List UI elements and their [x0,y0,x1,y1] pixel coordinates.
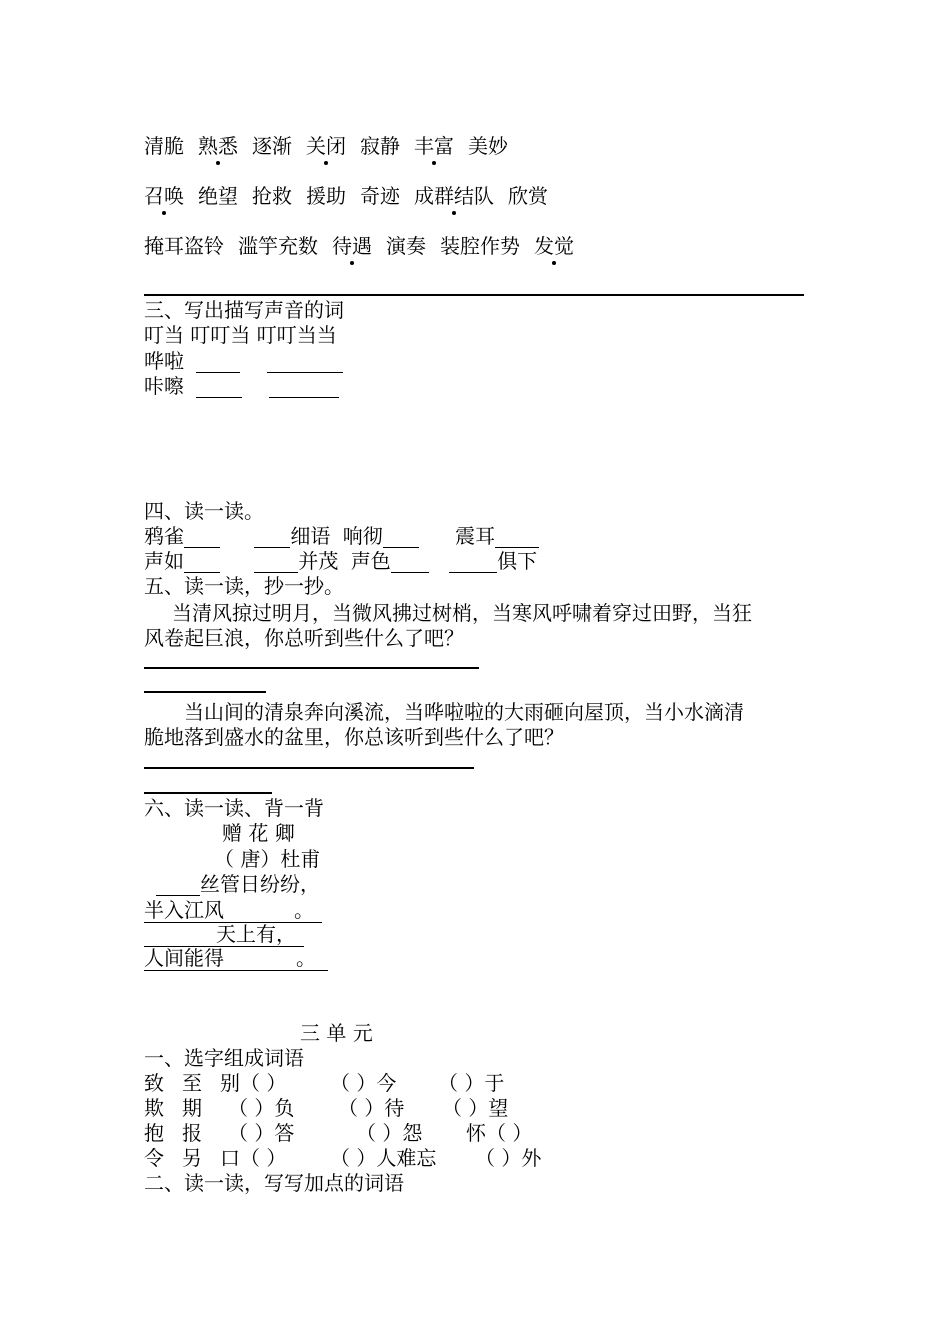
section6-title: 六、读一读、背一背 [144,796,324,820]
poem-text: 人间能得 [144,946,224,970]
vocab-word-dotted: 待遇 [332,234,372,258]
fill-item[interactable]: （ ）待 [338,1096,405,1120]
poem-line-1 [156,872,320,896]
vocab-word-dotted: 成群结队 [414,184,494,208]
vocab-word-dotted: 丰富 [414,134,454,158]
vocab-row-3 [144,234,588,258]
fill-item[interactable]: （ ）于 [438,1071,505,1095]
idiom-part: 响彻 [342,524,383,548]
vocab-word: 掩耳盗铃 [144,234,224,258]
unit-heading: 三 单 元 [300,1021,373,1045]
fill-item[interactable]: （ ）外 [475,1146,542,1170]
copy-line[interactable] [144,792,272,794]
answer-blank[interactable] [156,877,200,896]
section4-title: 四、读一读。 [144,499,264,523]
vocab-word: 欣赏 [508,184,548,208]
vocab-word: 援助 [306,184,346,208]
vocab-word-dotted: 召唤 [144,184,184,208]
poem-text: 。 [294,898,314,922]
fill-item[interactable]: 口（ ） [220,1146,287,1170]
vocab-word-dotted: 关闭 [306,134,346,158]
fill-item[interactable]: 怀（ ） [466,1121,533,1145]
char-option: 期 [182,1096,202,1120]
idiom-part: 声色 [350,549,391,573]
answer-blank[interactable] [391,554,429,573]
char-option: 致 [144,1071,164,1095]
section-divider [144,294,804,296]
fill-item[interactable]: （ ）今 [330,1071,397,1095]
poem-line-3 [144,922,304,947]
fill-item[interactable]: （ ）怨 [356,1121,423,1145]
answer-blank[interactable] [383,529,419,548]
idiom-part: 细语 [290,524,331,548]
word-choice-row-4 [144,1146,541,1170]
sound-word: 咔嚓 [144,374,184,398]
vocab-word: 美妙 [468,134,508,158]
answer-blank[interactable] [269,379,339,398]
poem-line-4 [144,946,328,971]
unit3-section2-title: 二、读一读，写写加点的词语 [144,1171,404,1195]
char-option: 抱 [144,1121,164,1145]
idiom-part: 震耳 [455,524,496,548]
answer-blank[interactable] [254,529,290,548]
char-option: 令 [144,1146,164,1170]
passage-2-line-1: 当山间的清泉奔向溪流，当哗啦啦的大雨砸向屋顶，当小水滴清 [184,700,744,724]
poem-title: 赠 花 卿 [222,821,295,845]
poem-author: （ 唐）杜甫 [214,847,321,871]
vocab-row-2 [144,184,562,208]
poem-text: 。 [296,946,316,970]
vocab-word: 清脆 [144,134,184,158]
char-option: 至 [182,1071,202,1095]
fill-item[interactable]: 别（ ） [220,1071,287,1095]
word-choice-row-3 [144,1121,532,1145]
vocab-row-1 [144,134,522,158]
answer-blank[interactable] [184,554,220,573]
answer-blank[interactable] [254,554,298,573]
answer-blank[interactable] [449,554,497,573]
sound-word: 哗啦 [144,349,184,373]
idiom-part: 声如 [144,549,184,573]
vocab-word: 演奏 [386,234,426,258]
word-choice-row-1 [144,1071,504,1095]
fill-item[interactable]: （ ）负 [228,1096,295,1120]
char-option: 报 [182,1121,202,1145]
section4-row-2 [144,549,537,573]
section3-example: 叮当 叮叮当 叮叮当当 [144,323,337,347]
idiom-part: 并茂 [298,549,339,573]
poem-text: 丝管日纷纷， [200,872,320,896]
char-option: 欺 [144,1096,164,1120]
passage-1-line-2: 风卷起巨浪，你总听到些什么了吧？ [144,626,464,650]
word-choice-row-2 [144,1096,508,1120]
idiom-part: 鸦雀 [144,524,184,548]
section3-item-1 [144,349,343,373]
vocab-word: 装腔作势 [440,234,520,258]
fill-item[interactable]: （ ）人难忘 [330,1146,437,1170]
passage-1-line-1: 当清风掠过明月，当微风拂过树梢，当寒风呼啸着穿过田野，当狂 [172,601,752,625]
vocab-word: 奇迹 [360,184,400,208]
answer-blank[interactable] [495,529,539,548]
section3-title: 三、写出描写声音的词 [144,298,344,322]
answer-blank[interactable] [196,354,240,373]
copy-line[interactable] [144,767,474,769]
answer-blank[interactable] [184,529,220,548]
fill-item[interactable]: （ ）望 [442,1096,509,1120]
section5-title: 五、读一读，抄一抄。 [144,574,344,598]
poem-line-2 [144,898,322,923]
vocab-word: 滥竽充数 [238,234,318,258]
copy-line[interactable] [144,691,266,693]
vocab-word-dotted: 熟悉 [198,134,238,158]
char-option: 另 [182,1146,202,1170]
poem-text: 天上有， [216,922,296,946]
section3-item-2 [144,374,339,398]
section4-row-1 [144,524,539,548]
unit3-section1-title: 一、选字组成词语 [144,1046,304,1070]
idiom-part: 俱下 [497,549,538,573]
vocab-word-dotted: 发觉 [534,234,574,258]
answer-blank[interactable] [196,379,242,398]
answer-blank[interactable] [267,354,343,373]
vocab-word: 寂静 [360,134,400,158]
vocab-word: 抢救 [252,184,292,208]
passage-2-line-2: 脆地落到盛水的盆里，你总该听到些什么了吧？ [144,725,564,749]
fill-item[interactable]: （ ）答 [228,1121,295,1145]
vocab-word: 逐渐 [252,134,292,158]
vocab-word: 绝望 [198,184,238,208]
copy-line[interactable] [144,667,479,669]
poem-text: 半入江风 [144,898,224,922]
